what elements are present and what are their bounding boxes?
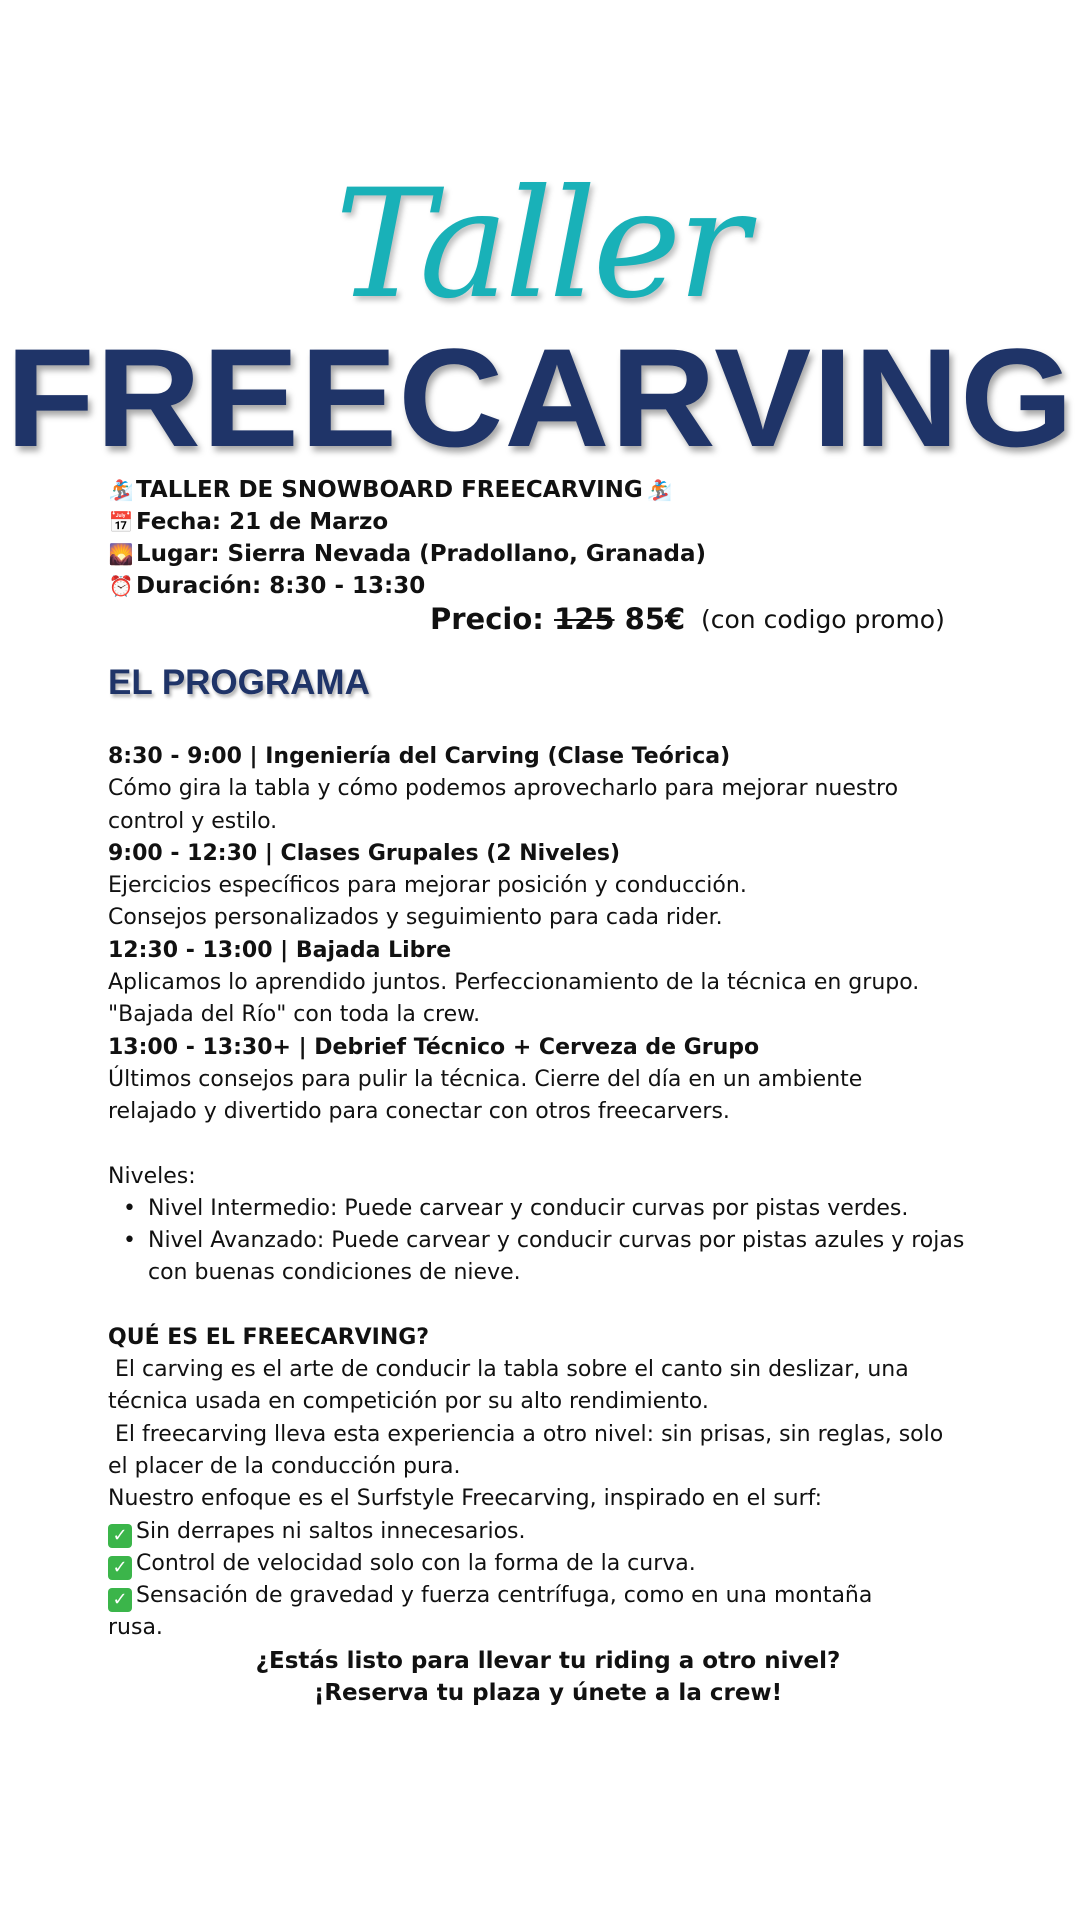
about-line: El carving es el arte de conducir la tabla sobre el canto sin deslizar, una <box>108 1357 909 1383</box>
workshop-text: TALLER DE SNOWBOARD FREECARVING <box>136 477 643 503</box>
place-line <box>108 538 988 570</box>
program-block-heading: 8:30 - 9:00 | Ingeniería del Carving (Clase Teórica) <box>108 744 731 769</box>
cta-line-1: ¿Estás listo para llevar tu riding a otro nivel? <box>255 1647 841 1674</box>
price <box>430 598 685 640</box>
about-title: QUÉ ES EL FREECARVING? <box>108 1324 430 1350</box>
event-info <box>108 474 988 602</box>
check-mark-icon: ✓ <box>108 1524 132 1548</box>
check-item <box>108 1580 988 1612</box>
about-line: El freecarving lleva esta experiencia a otro nivel: sin prisas, sin reglas, solo <box>108 1421 944 1447</box>
level-item: • Nivel Intermedio: Puede carvear y conducir curvas por pistas verdes. <box>108 1193 988 1225</box>
workshop-line <box>108 474 988 506</box>
alarm-clock-icon: ⏰ <box>108 574 134 598</box>
level-item: • Nivel Avanzado: Puede carvear y conducir curvas por pistas azules y rojas con buenas condiciones de nieve. <box>108 1225 988 1290</box>
place-text: Lugar: Sierra Nevada (Pradollano, Granada) <box>136 541 707 567</box>
program-block-line: Cómo gira la tabla y cómo podemos aprovecharlo para mejorar nuestro <box>108 776 899 802</box>
price-label: Precio: <box>430 602 544 636</box>
check-text: Sensación de gravedad y fuerza centrífuga, como en una montaña <box>136 1583 873 1609</box>
price-new: 85€ <box>624 602 686 636</box>
calendar-icon: 📅 <box>108 510 134 534</box>
levels-list <box>108 1193 988 1290</box>
program-block-line: Ejercicios específicos para mejorar posición y conducción. <box>108 873 747 899</box>
cta-line-2: ¡Reserva tu plaza y únete a la crew! <box>313 1680 783 1707</box>
about-line: el placer de la conducción pura. <box>108 1453 461 1479</box>
check-text: Control de velocidad solo con la forma de la curva. <box>136 1550 696 1576</box>
main-title: FREECARVING <box>5 319 1075 476</box>
about-line: técnica usada en competición por su alto rendimiento. <box>108 1389 709 1415</box>
duration-text: Duración: 8:30 - 13:30 <box>136 573 426 599</box>
program-block-heading: 9:00 - 12:30 | Clases Grupales (2 Niveles) <box>108 840 621 866</box>
program-title: EL PROGRAMA <box>108 663 370 702</box>
levels-label: Niveles: <box>108 1163 196 1189</box>
date-text: Fecha: 21 de Marzo <box>136 509 389 535</box>
check-item <box>108 1548 988 1580</box>
spacer <box>108 1290 988 1322</box>
spacer <box>108 1129 988 1161</box>
check-text: Sin derrapes ni saltos innecesarios. <box>136 1518 526 1544</box>
about-line: Nuestro enfoque es el Surfstyle Freecarving, inspirado en el surf: <box>108 1486 823 1512</box>
check-mark-icon: ✓ <box>108 1588 132 1612</box>
program-block-heading: 13:00 - 13:30+ | Debrief Técnico + Cerveza de Grupo <box>108 1034 760 1060</box>
date-line <box>108 506 988 538</box>
snowboarder-icon: 🏂 <box>647 478 673 502</box>
check-item <box>108 1516 988 1548</box>
program-block-line: relajado y divertido para conectar con otros freecarvers. <box>108 1099 730 1125</box>
program-block-heading: 12:30 - 13:00 | Bajada Libre <box>108 937 452 963</box>
program-block-line: Consejos personalizados y seguimiento para cada rider. <box>108 905 723 931</box>
program-block-line: "Bajada del Río" con toda la crew. <box>108 1002 481 1028</box>
program-block-line: control y estilo. <box>108 808 278 834</box>
program-block-line: Aplicamos lo aprendido juntos. Perfeccionamiento de la técnica en grupo. <box>108 970 920 996</box>
check-tail: rusa. <box>108 1615 163 1641</box>
price-note: (con codigo promo) <box>701 605 945 634</box>
program-block-line: Últimos consejos para pulir la técnica. Cierre del día en un ambiente <box>108 1066 863 1092</box>
price-old: 125 <box>554 602 615 636</box>
script-title: Taller <box>334 158 746 332</box>
program-content <box>108 741 988 1709</box>
snowboarder-icon: 🏂 <box>108 478 134 502</box>
sunrise-icon: 🌄 <box>108 542 134 566</box>
check-mark-icon: ✓ <box>108 1556 132 1580</box>
price-row <box>0 598 1080 640</box>
